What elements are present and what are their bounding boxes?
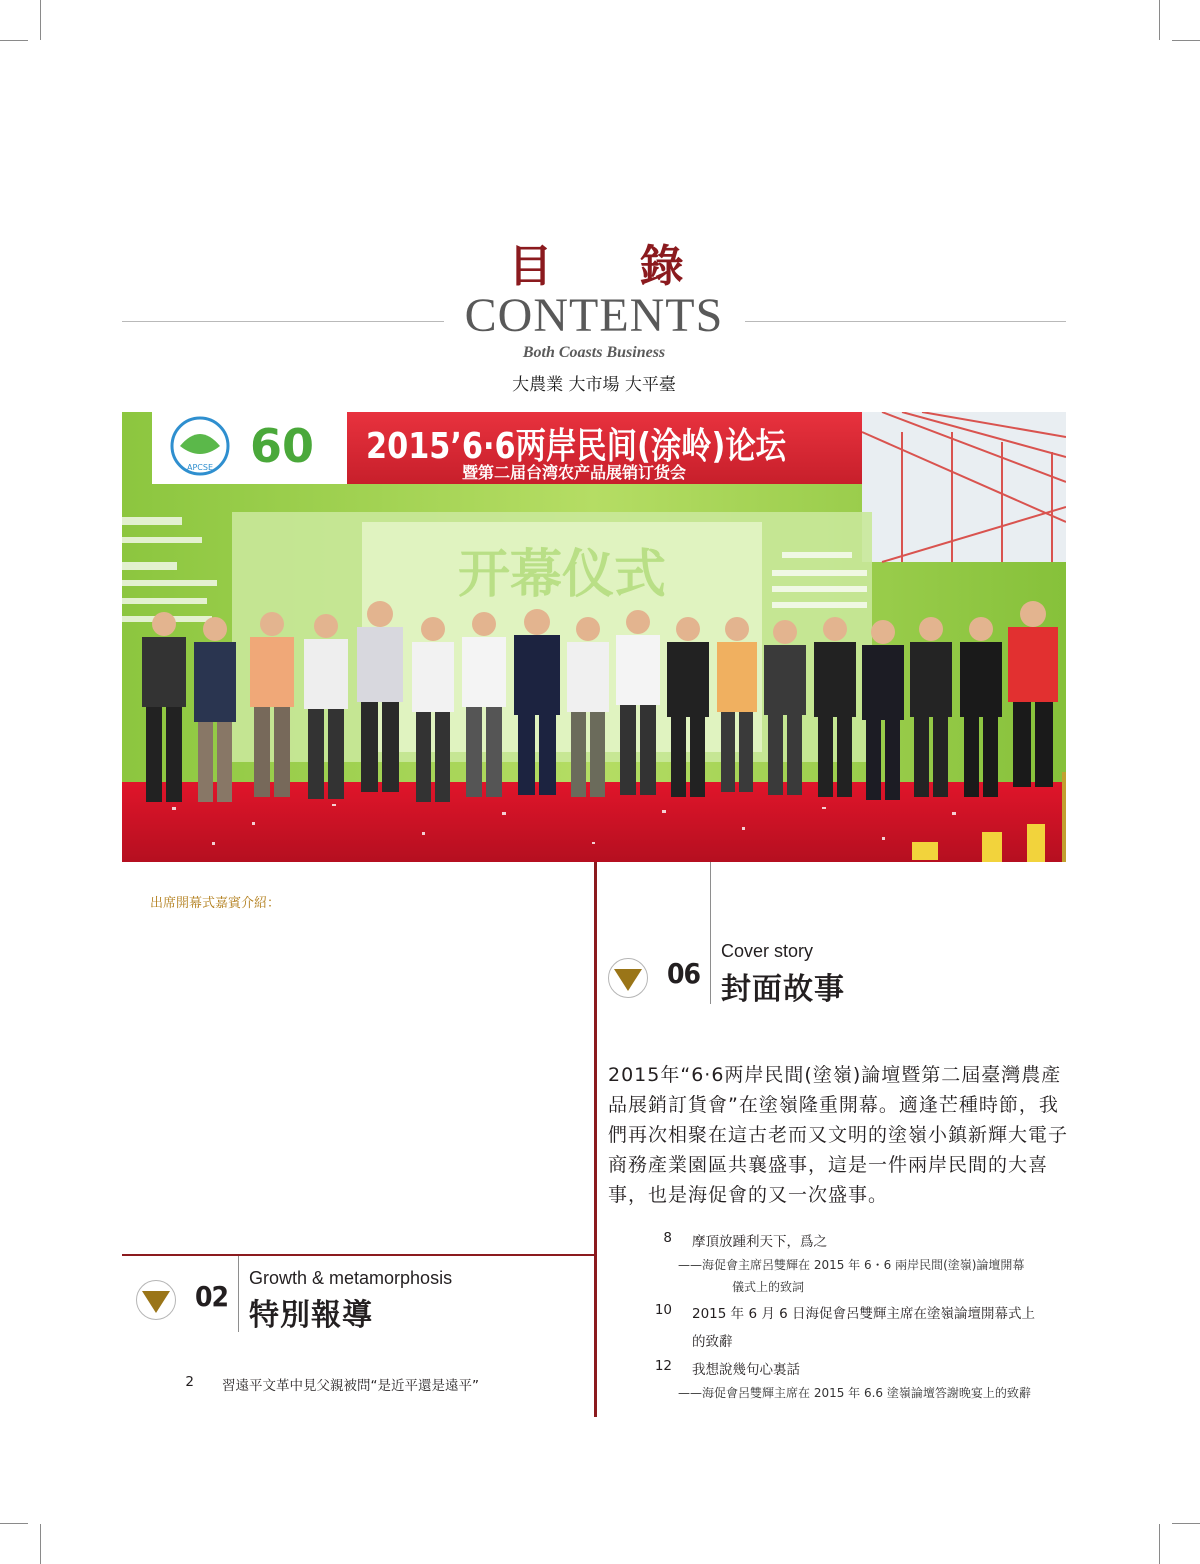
toc-page: 10 bbox=[654, 1302, 672, 1318]
cover-story-label-en: Cover story bbox=[721, 941, 814, 961]
toc-subtitle: ——海促會主席呂雙輝在 2015 年 6・6 兩岸民間(塗嶺)論壇開幕 bbox=[678, 1258, 1025, 1272]
section-divider bbox=[710, 862, 711, 1004]
toc-subtitle: ——海促會呂雙輝主席在 2015 年 6.6 塗嶺論壇答謝晚宴上的致辭 bbox=[678, 1386, 1031, 1400]
magazine-name: Both Coasts Business bbox=[522, 344, 666, 361]
section-marker-icon bbox=[136, 1280, 176, 1320]
crop-mark bbox=[40, 1524, 41, 1564]
svg-text:60: 60 bbox=[249, 419, 315, 473]
crop-mark bbox=[1172, 40, 1200, 41]
section-divider bbox=[238, 1256, 239, 1332]
banner-subtitle: 暨第二届台湾农产品展销订货会 bbox=[462, 463, 687, 482]
toc-title: 我想說幾句心裏話 bbox=[692, 1362, 800, 1378]
toc-page: 8 bbox=[663, 1230, 672, 1246]
crop-mark bbox=[1172, 1523, 1200, 1524]
toc-title: 摩頂放踵利天下，爲之 bbox=[692, 1234, 827, 1250]
crop-mark bbox=[0, 1523, 28, 1524]
toc-title: 2015 年 6 月 6 日海促會呂雙輝主席在塗嶺論壇開幕式上 bbox=[692, 1306, 1035, 1322]
crop-mark bbox=[40, 0, 41, 40]
section-rule bbox=[122, 1254, 594, 1256]
toc-title: 的致辭 bbox=[692, 1334, 733, 1350]
section-marker-icon bbox=[608, 958, 648, 998]
crop-mark bbox=[0, 40, 28, 41]
cover-story-label-cn: 封面故事 bbox=[721, 972, 845, 1007]
toc-page: 2 bbox=[185, 1374, 194, 1390]
magazine-slogan: 大農業 大市場 大平臺 bbox=[512, 375, 676, 395]
banner-logo-text: APCSE bbox=[186, 463, 214, 472]
special-label-cn: 特別報導 bbox=[249, 1298, 373, 1333]
cover-story-number: 06 bbox=[667, 957, 701, 990]
screen-text: 开幕仪式 bbox=[457, 545, 667, 605]
toc-subtitle: 儀式上的致詞 bbox=[732, 1280, 805, 1294]
toc-title: 習遠平文革中見父親被問“是近平還是遠平” bbox=[222, 1378, 479, 1394]
cover-story-intro: 2015年“6·6两岸民間(塗嶺)論壇暨第二屆臺灣農產品展銷訂貨會”在塗嶺隆重開幕。適逢芒種時節，我們再次相聚在這古老而又文明的塗嶺小鎮新輝大電子商務產業園區共襄盛事，這是一件兩岸民間的大喜事，也是海促會的又一次盛事。 bbox=[608, 1064, 1069, 1206]
page-title-en: CONTENTS bbox=[464, 289, 724, 342]
crop-mark bbox=[1159, 1524, 1160, 1564]
banner-title: 2015’6·6两岸民间(涂岭)论坛 bbox=[366, 426, 787, 467]
column-divider bbox=[594, 862, 597, 1417]
special-number: 02 bbox=[195, 1280, 229, 1313]
photo-caption: 出席開幕式嘉賓介紹： bbox=[150, 896, 281, 911]
crop-mark bbox=[1159, 0, 1160, 40]
cover-photo bbox=[122, 412, 1066, 862]
special-label-en: Growth & metamorphosis bbox=[249, 1268, 453, 1288]
toc-page: 12 bbox=[654, 1358, 672, 1374]
page-title-cn: 目 錄 bbox=[508, 241, 720, 292]
